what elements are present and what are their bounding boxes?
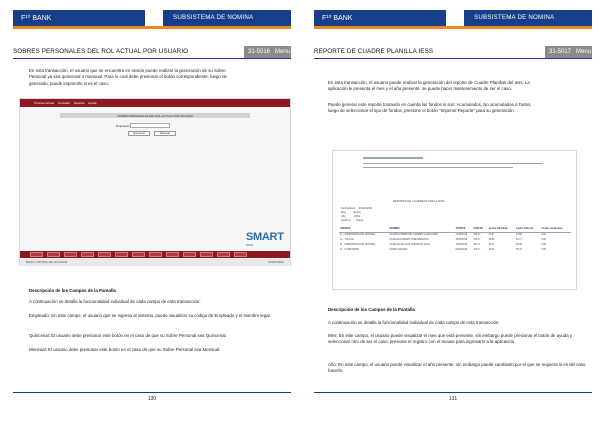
intro-line: En esta transacción, el usuario que se encuentra en sesión puede realizar la generación de su Sobre [29,68,226,73]
task-button[interactable] [47,252,60,257]
table-cell: 65.47 [516,248,522,251]
report-field-label: Mes [341,211,347,214]
page-number: 130 [147,396,157,402]
employee-field[interactable] [130,123,170,128]
task-button[interactable] [200,252,213,257]
menu-item[interactable]: Reporte [74,101,85,105]
table-cell: 465.17 [473,233,481,236]
task-button[interactable] [30,252,43,257]
menu-code-label: Menu [275,49,291,55]
table-cell: 514.17 [473,238,481,241]
menu-item[interactable]: Ayuda [88,101,97,105]
table-cell: 0.00 [541,238,546,241]
report-field [341,207,372,210]
column-header: AGENCIA [339,227,389,232]
task-button[interactable] [132,252,145,257]
page-header [13,10,291,26]
task-button[interactable] [166,252,179,257]
report-title: REPORTE DE CUADRE PLANILLA IESS [393,199,445,203]
app-taskbar [20,251,290,258]
table-cell: ACOSTA ZAMBRANO CARMEN GUADALUPE [389,233,438,236]
report-field-value: Todos [355,219,364,222]
table-cell: 11/06/2019 [455,243,467,246]
table-cell: 541.17 [473,243,481,246]
report-field-label: Fondos [341,219,350,222]
intro-paragraph [328,80,592,93]
menu-code-label: Menu [576,49,592,55]
intro-line: aplicación le presenta el mes y el año presente, se puede hacer mantenimiento de ser el caso. [328,86,513,92]
report-table [339,227,571,252]
report-field-label: Fecha/Hora [341,207,356,210]
subsystem-label: SUBSISTEMA DE NOMINA [163,10,291,26]
menu-item[interactable]: Proceso Actual [34,101,55,105]
page-header [314,10,592,26]
menu-code: 31-5016 [248,49,271,55]
table-cell: 0.00 [541,243,546,246]
column-header: Fondos de Reserva [540,227,571,232]
intro-line: En esta transacción, el usuario puede realizar la generación del reporte de Cuadre Planillas del Iess. La [328,80,530,85]
section-title-bar [314,46,592,60]
table-cell: 11 - ADMINISTRACION CENTRAL [340,233,376,236]
report-field [341,211,361,214]
fields-intro: A continuación se detalla la funcionalidad individual de cada campo de esta transacción: [328,320,500,325]
smart-logo: SMART [246,231,284,243]
menu-code: 31-5017 [549,49,572,55]
title-rule [13,58,291,59]
task-button[interactable] [98,252,111,257]
report-field [341,219,363,222]
intro-line: Personal ya sea quincenal o mensual. Para lo cual debe presionar el botón correspondiente, luego de [29,74,227,80]
task-button[interactable] [115,252,128,257]
table-cell: 415.17 [473,248,481,251]
table-cell: 11 - TULCAN [340,238,354,241]
task-button[interactable] [217,252,230,257]
footer-rule [13,392,291,393]
report-field-value: 2019/12/31 [358,207,373,210]
report-field-label: Año [341,215,346,218]
app-menubar [20,99,290,107]
table-cell: 73.65 [516,233,522,236]
brand-label: F¹⁰ BANK [13,10,145,26]
section-title-bar [13,46,291,60]
table-cell: 25/03/2018 [455,238,468,241]
title-rule [314,58,592,59]
task-button[interactable] [81,252,94,257]
status-bar [20,259,290,266]
smart-logo-sub: BANK [246,244,254,247]
table-cell: 17/05/2019 [455,233,468,236]
intro-paragraph [29,68,291,87]
mensual-button[interactable]: Mensual [154,131,176,136]
header-stripe [314,26,592,29]
table-cell: 39.23 [488,248,495,251]
field-description: Mes: En este campo, el usuario puede visualizar el mes que está presente, sin embargo puede presionar el botón de ayuda y seleccionar otro de ser el caso, presione el registro con el mouse para ingresarlo a la aplicación. [328,333,573,345]
field-description: Mensual: El usuario debe presionar este botón en el caso de que su Sobre Personal sea Mensual. [29,347,221,352]
intro-paragraph-2 [328,102,592,115]
status-left: BANCO CENTRAL DEL ECUADOR [26,261,68,264]
task-button[interactable] [234,252,247,257]
header-stripe [13,26,291,29]
table-cell: 02/04/2018 [455,248,468,251]
quincenal-button[interactable]: Quincenal [128,131,150,136]
menu-code-badge [545,46,592,58]
table-cell: 85.28 [516,243,522,246]
report-header-line [363,157,423,159]
table-row [339,247,571,252]
footer-rule [314,392,592,393]
brand-label: F¹⁰ BANK [314,10,446,26]
table-cell: 11 - CONDORATO [340,248,360,251]
report-preview [332,150,577,290]
column-header: SUELDO [472,227,487,232]
report-header-line [363,167,513,168]
task-button[interactable] [149,252,162,257]
field-description: Año: En este campo, el usuario puede visualizar el año presente, sin embargo puede cambiarlo por el que se requiera si es del caso hacerlo. [328,362,586,374]
table-cell: AGUILAR VILLACIS CHRISTIAN SAUL [389,243,430,246]
transaction-screenshot [19,98,291,266]
field-description: Quincenal: El usuario debe presionar este botón en el caso de que su Sobre Personal sea Quincenal. [29,333,227,338]
column-header: APORTE [455,227,473,232]
table-cell: 0.00 [541,248,546,251]
task-button[interactable] [183,252,196,257]
status-right: FINANCIERA [268,261,284,264]
table-cell: 51.14 [488,243,495,246]
table-cell: ALBAN GRANDA [389,248,408,251]
employee-label: Empleado [116,124,130,128]
fields-intro: A continuación se detalla la funcionalidad individual de cada campo de esta transacción: [29,299,201,304]
table-cell: 11 - ADMINISTRACION CENTRAL [340,243,376,246]
fields-heading: Descripción de los Campos de la Pantalla [328,307,415,312]
page-number: 131 [448,396,458,402]
section-title: SOBRES PERSONALES DEL ROL ACTUAL POR USUARIO [13,48,189,55]
subsystem-label: SUBSISTEMA DE NOMINA [464,10,592,26]
column-header: NOMBRE [389,227,455,232]
table-cell: AGUILAR ROSERO JOSE ERNESTO [389,238,429,241]
column-header: Aporte Individual [488,227,515,232]
table-cell: 43.97 [488,233,495,236]
menu-item[interactable]: Consulta [58,101,70,105]
section-title: REPORTE DE CUADRE PLANILLA IESS [314,48,434,55]
intro-line: luego de seleccionar el tipo de fondos, presione el botón "Imprimir Reporte" para su generación. [328,108,515,114]
intro-line: Puede generar este reporte tomando en cuenta los fondos si son: Acumulados, No acumulados ó Todos, [328,102,532,107]
task-button[interactable] [64,252,77,257]
report-field-value: 2019 [354,215,360,218]
table-cell: 0.00 [541,233,546,236]
menu-code-badge [244,46,291,58]
report-field-value: Enero [353,211,361,214]
fields-heading: Descripción de los Campos de la Pantalla [29,288,116,293]
left-page [3,0,296,424]
form-title: SOBRES PERSONALES DEL ROL ACTUAL POR USUARIO [60,113,250,118]
field-description: Empleado: En este campo, el usuario que se ingresa al sistema, puede visualizar su código de Empleado y el Nombre legal. [29,313,271,318]
intro-line: generado, puede imprimirlo si es el caso. [29,80,110,86]
right-page [304,0,597,424]
table-cell: 48.58 [488,238,495,241]
table-cell: 81.17 [516,238,522,241]
report-field [341,215,360,218]
report-header-line [363,163,543,164]
column-header: Aporte Patronal [515,227,540,232]
